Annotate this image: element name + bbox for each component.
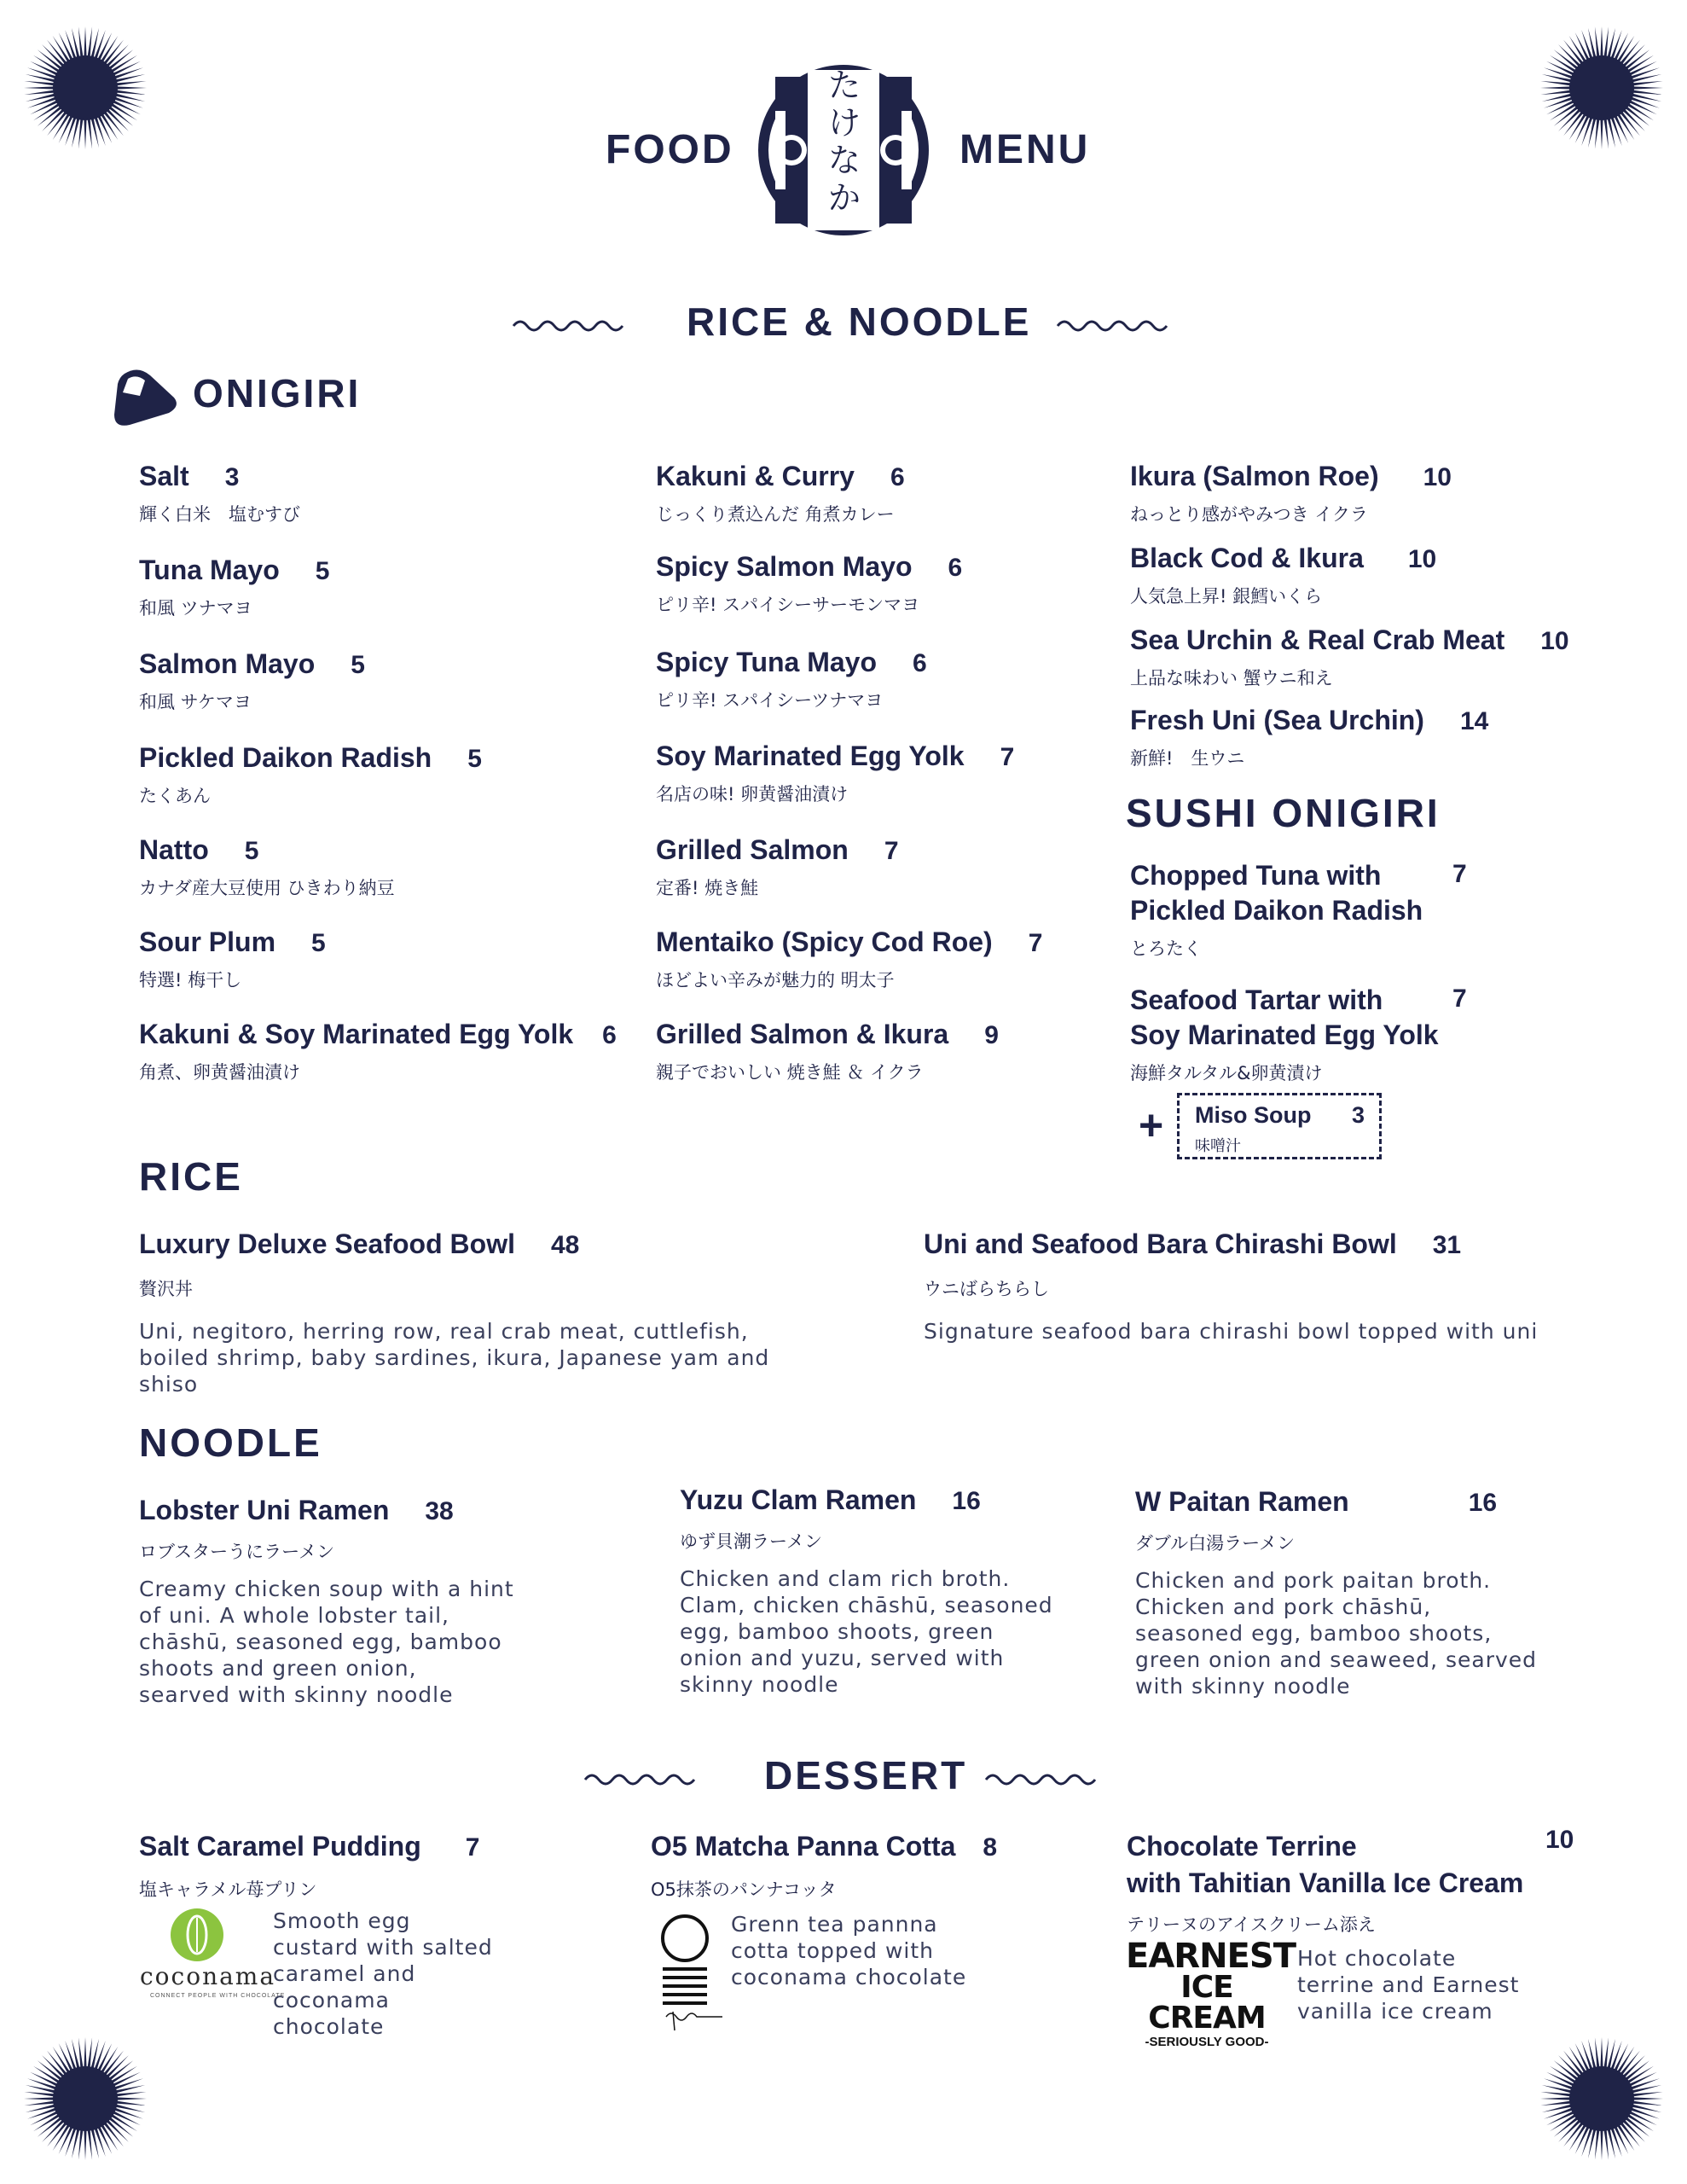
item-jp: 贅沢丼 <box>139 1279 193 1299</box>
item-name: Kakuni & Soy Marinated Egg Yolk <box>139 1019 574 1049</box>
item-name: Seafood Tartar with <box>1130 985 1383 1015</box>
item-description: Chicken and pork paitan broth. Chicken and pork chāshū, seasoned egg, bamboo shoots, green onion and seaweed, searved with skinny noodle <box>1135 1568 1538 1699</box>
item-price: 7 <box>1452 860 1467 888</box>
item-jp: とろたく <box>1130 938 1202 959</box>
coconama-brand: coconama <box>140 1962 276 1990</box>
item-jp: ほどよい辛みが魅力的 明太子 <box>656 970 895 990</box>
urchin-icon-top-left <box>21 24 149 152</box>
menu-item <box>139 555 329 620</box>
item-price: 10 <box>1423 463 1452 491</box>
item-name: Chopped Tuna with <box>1130 860 1382 891</box>
earnest-brand-line2: ICE CREAM <box>1148 1970 1266 2036</box>
item-name: Salt Caramel Pudding <box>139 1831 421 1862</box>
item-price: 48 <box>550 1231 580 1259</box>
menu-item <box>139 1019 617 1084</box>
menu-item <box>139 1495 514 1708</box>
item-name: Mentaiko (Spicy Cod Roe) <box>656 926 993 957</box>
logo-text: たけなか <box>827 67 861 217</box>
item-jp: ねっとり感がやみつき イクラ <box>1130 504 1368 525</box>
menu-item <box>656 461 905 526</box>
item-price: 5 <box>351 651 365 679</box>
menu-item <box>656 926 1042 992</box>
item-price: 6 <box>890 463 905 491</box>
item-name: W Paitan Ramen <box>1135 1486 1349 1517</box>
menu-item <box>139 742 482 808</box>
item-jp: 定番! 焼き鮭 <box>656 878 759 898</box>
item-price: 38 <box>425 1497 454 1525</box>
item-description: Uni, negitoro, herring row, real crab meat, cuttlefish, boiled shrimp, baby sardines, ikura, Japanese yam and shiso <box>139 1319 770 1397</box>
item-name: Spicy Tuna Mayo <box>656 647 878 677</box>
earnest-brand-line1: EARNEST <box>1126 1937 1296 1976</box>
item-name: Lobster Uni Ramen <box>139 1495 390 1525</box>
item-price: 8 <box>983 1833 998 1862</box>
item-price: 10 <box>1545 1826 1574 1854</box>
menu-item <box>139 1831 617 1902</box>
urchin-icon-bottom-right <box>1538 2035 1666 2163</box>
urchin-icon-bottom-left <box>21 2035 149 2163</box>
item-name: Grilled Salmon & Ikura <box>656 1019 949 1049</box>
noodle-title: NOODLE <box>139 1420 322 1465</box>
wave-ornament-right <box>1054 311 1174 336</box>
item-jp: ゆず貝潮ラーメン <box>680 1531 822 1552</box>
item-name: Black Cod & Ikura <box>1130 543 1364 573</box>
menu-item <box>139 926 326 992</box>
item-name: Luxury Deluxe Seafood Bowl <box>139 1228 515 1259</box>
menu-item <box>1130 705 1488 770</box>
menu-item <box>656 741 1014 806</box>
miso-soup-addon <box>1177 1093 1382 1159</box>
item-jp: たくあん <box>139 786 211 806</box>
item-jp: ダブル白湯ラーメン <box>1135 1533 1296 1554</box>
item-price: 16 <box>952 1487 981 1515</box>
sushi-onigiri-title: SUSHI ONIGIRI <box>1126 791 1441 835</box>
plus-sign: + <box>1139 1101 1164 1149</box>
item-jp: 味噌汁 <box>1195 1137 1241 1155</box>
item-price: 7 <box>465 1833 480 1862</box>
item-jp: テリーヌのアイスクリーム添え <box>1127 1914 1376 1935</box>
item-description: Creamy chicken soup with a hint of uni. A whole lobster tail, chāshū, seasoned egg, bamboo shoots and green onion, searved with skinny noodle <box>139 1577 514 1707</box>
item-name: O5 Matcha Panna Cotta <box>651 1831 956 1862</box>
item-name: Spicy Salmon Mayo <box>656 551 913 582</box>
earnest-ice-cream-logo <box>1126 1937 1296 2051</box>
item-price: 9 <box>984 1021 999 1049</box>
item-price: 3 <box>1352 1102 1365 1128</box>
item-price: 6 <box>913 649 927 677</box>
header-menu-word: MENU <box>959 127 1091 172</box>
item-name: Chocolate Terrine <box>1127 1831 1357 1862</box>
item-name: Sour Plum <box>139 926 276 957</box>
item-jp: 海鮮タルタル&卵黄漬け <box>1130 1063 1323 1083</box>
item-price: 5 <box>315 557 330 585</box>
item-description: Chicken and clam rich broth. Clam, chicken chāshū, seasoned egg, bamboo shoots, green onion and yuzu, served with skinny noodle <box>680 1566 1053 1697</box>
item-price: 10 <box>1407 545 1437 573</box>
wave-ornament-left <box>510 311 629 336</box>
item-name: Natto <box>139 834 209 865</box>
menu-item <box>1130 461 1452 526</box>
item-description: Smooth egg custard with salted caramel and coconama chocolate <box>273 1908 493 2039</box>
item-description: Signature seafood bara chirashi bowl topped with uni <box>924 1319 1539 1344</box>
menu-item <box>656 551 962 617</box>
item-price: 6 <box>602 1021 617 1049</box>
item-price: 5 <box>467 745 482 773</box>
item-price: 7 <box>1452 985 1467 1013</box>
item-price: 10 <box>1540 627 1569 655</box>
item-price: 14 <box>1459 707 1489 735</box>
menu-item <box>139 1228 770 1397</box>
item-name: Grilled Salmon <box>656 834 849 865</box>
rice-title: RICE <box>139 1154 243 1199</box>
item-jp: 人気急上昇! 銀鱈いくら <box>1130 586 1323 607</box>
item-name: Salt <box>139 461 189 491</box>
item-jp: じっくり煮込んだ 角煮カレー <box>656 504 895 525</box>
item-name: Fresh Uni (Sea Urchin) <box>1130 705 1424 735</box>
item-jp: 塩キャラメル苺プリン <box>139 1879 317 1900</box>
menu-item <box>924 1228 1555 1345</box>
item-name: Tuna Mayo <box>139 555 280 585</box>
item-jp: 親子でおいしい 焼き鮭 ＆ イクラ <box>656 1062 924 1083</box>
menu-item <box>139 834 395 900</box>
item-jp: ロブスターうにラーメン <box>139 1542 335 1562</box>
menu-item <box>656 834 899 900</box>
o5-tea-logo-icon <box>659 1914 728 2034</box>
item-jp: 上品な味わい 蟹ウニ和え <box>1130 668 1333 688</box>
item-jp: O5抹茶のパンナコッタ <box>651 1879 837 1900</box>
item-jp: ピリ辛! スパイシーサーモンマヨ <box>656 595 920 615</box>
menu-item <box>1130 543 1436 608</box>
item-price: 31 <box>1432 1231 1462 1259</box>
item-name: Ikura (Salmon Roe) <box>1130 461 1379 491</box>
menu-item <box>1130 860 1531 961</box>
item-jp: 名店の味! 卵黄醤油漬け <box>656 784 849 804</box>
urchin-icon-top-right <box>1538 24 1666 152</box>
item-name: Kakuni & Curry <box>656 461 855 491</box>
menu-item <box>139 461 300 526</box>
onigiri-icon <box>113 367 177 427</box>
wave-ornament-left <box>582 1764 701 1790</box>
wave-ornament-right <box>983 1764 1102 1790</box>
item-name: Miso Soup <box>1195 1102 1312 1128</box>
menu-item <box>139 648 365 714</box>
coconama-tagline: CONNECT PEOPLE WITH CHOCOLATE <box>150 1993 286 1999</box>
menu-item <box>1130 985 1531 1085</box>
item-jp: 特選! 梅干し <box>139 970 242 990</box>
item-price: 7 <box>1028 929 1043 957</box>
item-price: 16 <box>1468 1489 1498 1517</box>
item-jp: ウニばらちらし <box>924 1279 1049 1299</box>
menu-item <box>1127 1831 1587 1937</box>
item-price: 7 <box>884 837 899 865</box>
item-jp: 角煮、卵黄醤油漬け <box>139 1062 300 1083</box>
menu-item <box>1130 624 1569 690</box>
item-jp: 和風 サケマヨ <box>139 692 252 712</box>
menu-item <box>656 647 927 712</box>
header-food-word: FOOD <box>606 127 734 172</box>
menu-item <box>1135 1486 1545 1699</box>
item-name: Soy Marinated Egg Yolk <box>1130 1019 1439 1050</box>
item-jp: カナダ産大豆使用 ひきわり納豆 <box>139 878 395 898</box>
menu-item <box>651 1831 1128 1902</box>
item-description: Grenn tea pannna cotta topped with coconama chocolate <box>731 1912 967 1989</box>
item-name: Yuzu Clam Ramen <box>680 1484 917 1515</box>
item-jp: 和風 ツナマヨ <box>139 598 252 619</box>
item-name: Uni and Seafood Bara Chirashi Bowl <box>924 1228 1397 1259</box>
item-price: 5 <box>311 929 326 957</box>
onigiri-title: ONIGIRI <box>193 371 362 415</box>
item-description: Hot chocolate terrine and Earnest vanilla ice cream <box>1297 1946 1520 2024</box>
item-name: with Tahitian Vanilla Ice Cream <box>1127 1867 1524 1898</box>
menu-item <box>656 1019 999 1084</box>
item-name: Pickled Daikon Radish <box>139 742 432 773</box>
rice-noodle-title: RICE & NOODLE <box>687 299 1032 344</box>
item-name: Sea Urchin & Real Crab Meat <box>1130 624 1505 655</box>
menu-item <box>680 1484 1055 1698</box>
item-name: Pickled Daikon Radish <box>1130 895 1423 926</box>
item-name: Salmon Mayo <box>139 648 316 679</box>
coconama-logo-icon <box>167 1908 227 1962</box>
item-jp: 輝く白米 塩むすび <box>139 504 300 525</box>
item-name: Soy Marinated Egg Yolk <box>656 741 965 771</box>
item-price: 6 <box>948 554 963 582</box>
item-jp: 新鮮! 生ウニ <box>1130 748 1245 769</box>
item-price: 5 <box>244 837 259 865</box>
item-price: 3 <box>224 463 240 491</box>
item-jp: ピリ辛! スパイシーツナマヨ <box>656 690 884 711</box>
earnest-brand-line3: -SERIOUSLY GOOD- <box>1145 2035 1269 2049</box>
dessert-title: DESSERT <box>764 1753 968 1798</box>
item-price: 7 <box>1000 743 1015 771</box>
